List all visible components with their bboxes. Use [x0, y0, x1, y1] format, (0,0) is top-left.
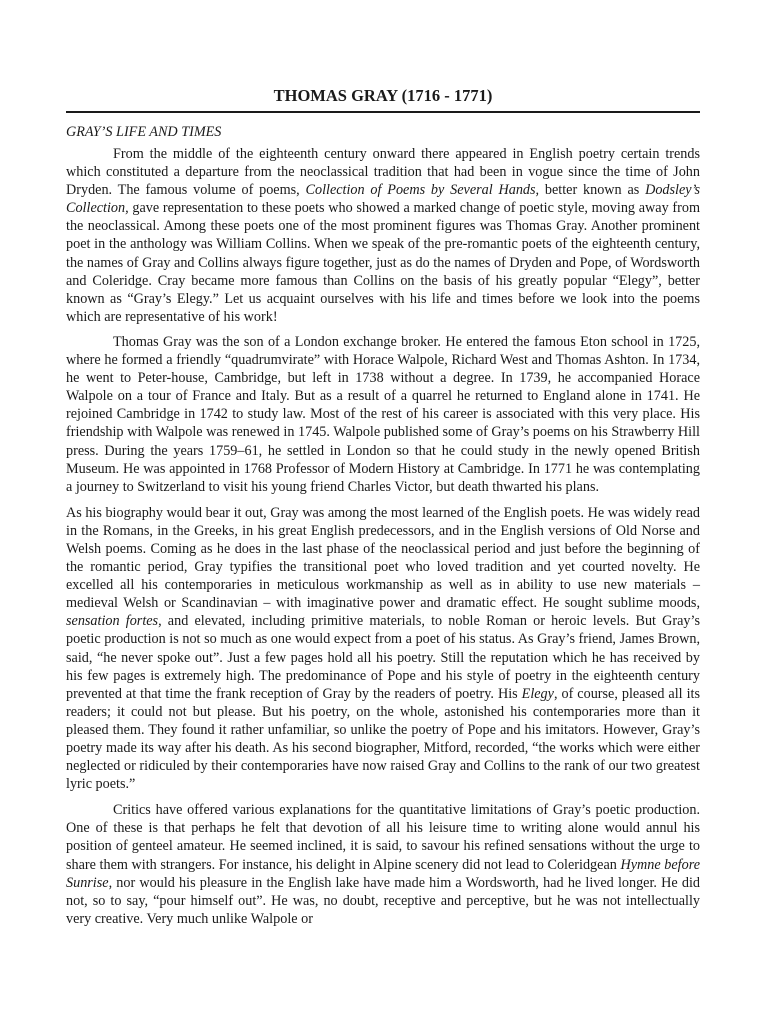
paragraph-text: Thomas Gray was the son of a London exchange broker. He entered the famous Eton school in 1725, where he formed a friendly “quadrumvirate” with Horace Walpole, Richard West and Thomas Ashton. In 1734, he went to Peter-house, Cambridge, but left in 1738 without a degree. In 1739, he accompanied Horace Walpole on a tour of France and Italy. But as a result of a quarrel he returned to England alone in 1741. He rejoined Cambridge in 1742 to study law. Most of the rest of his career is associated with this very place. His friendship with Walpole was renewed in 1745. Walpole published some of Gray’s poems on his Strawberry Hill press. During the years 1759–61, he settled in London so that he could study in the newly opened British Museum. He was appointed in 1768 Professor of Modern History at Cambridge. In 1771 he was contemplating a journey to Switzerland to visit his young friend Charles Victor, but death thwarted his plans. — [66, 333, 700, 495]
paragraph-learning — [66, 504, 700, 794]
paragraph-italic-text: sensation fortes — [66, 613, 159, 630]
paragraph-italic-text: Hymne before Sunrise — [66, 856, 700, 891]
paragraph-text: , and elevated, including primitive materials, to noble Roman or heroic levels. But Gray’s poetic production is not so much as one would expect from a poet of his status. As Gray’s friend, James Brown, said, “he never spoke out”. Just a few pages hold all his poetry. Still the reputation which he has received by his few pages is extremely high. The predominance of Pope and his style of poetry in the eighteenth century prevented at that time the frank reception of Gray by the readers of poetry. His — [66, 613, 700, 702]
paragraph-critics — [66, 801, 700, 928]
document-page — [66, 84, 700, 928]
paragraph-intro — [66, 145, 700, 326]
paragraph-text: better known as — [539, 182, 646, 199]
paragraph-italic-text: Elegy — [521, 685, 554, 702]
paragraph-text: Critics have offered various explanations for the quantitative limitations of Gray’s poetic production. One of these is that perhaps he felt that devotion of all his leisure time to writing alone would annul his position of genteel amateur. He seemed inclined, it is said, to savour his refined sensations without the urge to share them with strangers. For instance, his delight in Alpine scenery did not lead to Coleridgean — [66, 802, 700, 873]
paragraph-text: , of course, pleased all its readers; it could not but please. But his poetry, on the whole, astonished his contemporaries more than it pleased them. They found it rather unfamiliar, so unlike the poetry of Pope and his imitators. However, Gray’s poetry made its way after his death. As his second biographer, Mitford, recorded, “the works which were either neglected or ridiculed by their contemporaries have now raised Gray and Collins to the rank of our two greatest lyric poets.” — [66, 685, 700, 793]
paragraph-italic-text: Dodsley’s Collection, — [66, 182, 700, 217]
paragraph-text: gave representation to these poets who showed a marked change of poetic style, moving away from the neoclassical. Among these poets one of the most prominent figures was Thomas Gray. Another prominent poet in the anthology was William Collins. When we speak of the pre-romantic poets of the eighteenth century, the names of Gray and Collins always figure together, just as do the names of Dryden and Pope, of Wordsworth and Coleridge. Cray became more famous than Collins on the basis of his greatly popular “Elegy”, better known as “Gray’s Elegy.” Let us acquaint ourselves with his life and times before we look into the poems which are representative of his work! — [66, 200, 700, 325]
paragraph-italic-text: Collection of Poems by Several Hands, — [305, 182, 540, 199]
document-title: THOMAS GRAY (1716 - 1771) — [66, 84, 700, 113]
paragraph-text: From the middle of the eighteenth century onward there appeared in English poetry certain trends which constituted a departure from the neoclassical tradition that had been in vogue since the time of John Dryden. The famous volume of poems, — [66, 146, 700, 199]
paragraph-biography — [66, 333, 700, 496]
paragraph-text: As his biography would bear it out, Gray was among the most learned of the English poets. He was widely read in the Romans, in the Greeks, in his great English predecessors, and in the English versions of Old Norse and Welsh poems. Coming as he does in the last phase of the neoclassical period and just before the beginning of the romantic period, Gray typifies the transitional poet who loved tradition and yet courted novelty. He excelled all his contemporaries in meticulous workmanship as well as in ability to use new materials – medieval Welsh or Scandinavian – with imaginative power and dramatic effect. He sought sublime moods, — [66, 504, 700, 612]
section-heading: GRAY’S LIFE AND TIMES — [66, 124, 222, 140]
paragraph-text: , nor would his pleasure in the English lake have made him a Wordsworth, had he lived longer. He did not, so to say, “pour himself out”. He was, no doubt, receptive and perceptive, but he was not intellectually very creative. Very much unlike Walpole or — [66, 874, 700, 927]
